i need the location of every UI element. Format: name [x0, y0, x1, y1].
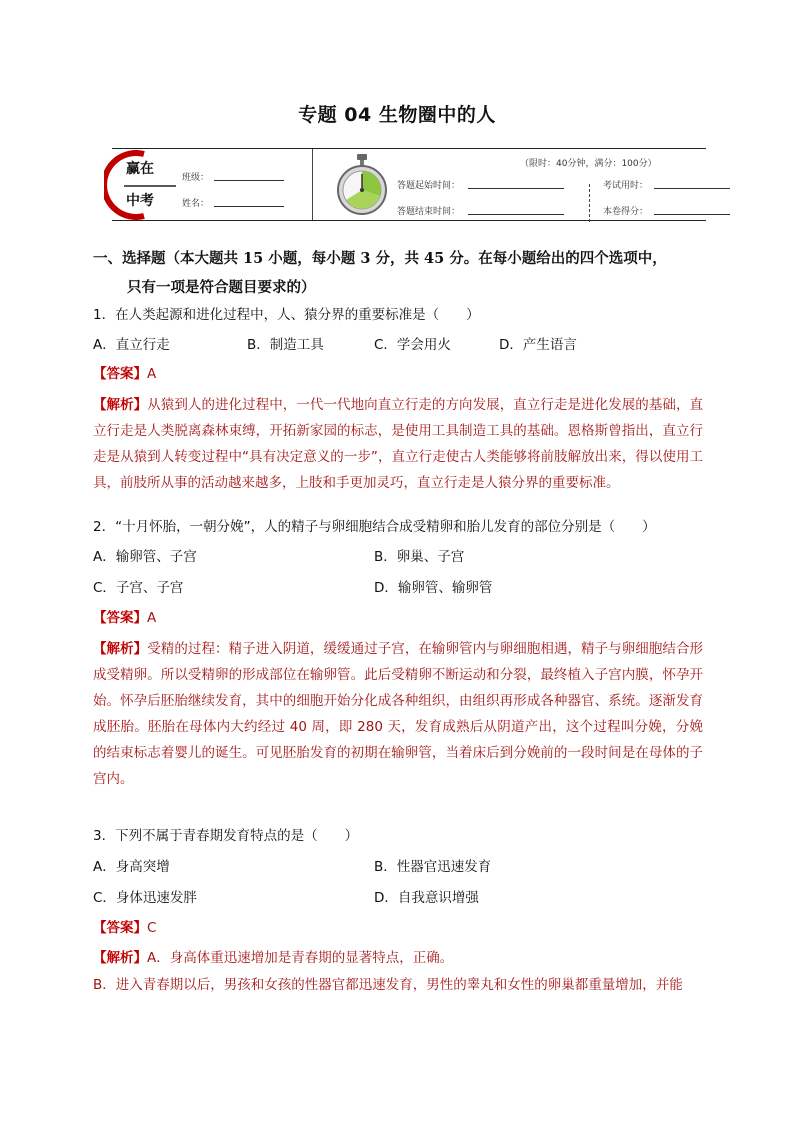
used-time-field[interactable] [654, 188, 730, 189]
divider [112, 220, 706, 221]
answer-tag: 【答案】 [93, 610, 147, 626]
analysis-text: 从猿到人的进化过程中，一代一代地向直立行走的方向发展，直立行走是进化发展的基础，直立行走是人类脱离森林束缚，开拓新家园的标志，是使用工具制造工具的基础。恩格斯曾指出，直立行走是从猿到人转变过程中“具有决定意义的一步”，直立行走使古人类能够将前肢解放出来，得以使用工具，前肢所从事的活动越来越多，上肢和手更加灵巧，直立行走是人猿分界的重要标准。 [93, 397, 704, 491]
option-a: A．输卵管、子宫 [93, 549, 197, 565]
option-b: B．性器官迅速发育 [374, 859, 492, 875]
analysis-text: B．进入青春期以后，男孩和女孩的性器官都迅速发育，男性的睾丸和女性的卵巢都重量增加，并能 [93, 977, 683, 993]
question-stem: 3．下列不属于青春期发育特点的是（ ） [93, 828, 359, 844]
option-b: B．卵巢、子宫 [374, 549, 465, 565]
analysis-tag: 【解析】 [93, 950, 147, 966]
logo-text-bottom: 中考 [126, 193, 154, 209]
option-d: D．输卵管、输卵管 [374, 580, 493, 596]
end-time-field[interactable] [468, 214, 564, 215]
divider [312, 149, 313, 220]
divider [589, 184, 590, 222]
answer-tag: 【答案】 [93, 920, 147, 936]
score-label: 本卷得分： [603, 207, 649, 217]
question-stem: 2．“十月怀胎，一朝分娩”，人的精子与卵细胞结合成受精卵和胎儿发育的部位分别是（ ） [93, 519, 656, 535]
time-limit: （限时：40分钟，满分：100分） [520, 159, 657, 169]
name-label: 姓名： [182, 199, 210, 209]
option-d: D．产生语言 [499, 337, 577, 353]
analysis-line [93, 946, 453, 966]
section-heading: 一、选择题（本大题共 15 小题，每小题 3 分，共 45 分。在每小题给出的四个选项中， [93, 250, 667, 267]
analysis-paragraph [93, 392, 703, 496]
answer-line [93, 362, 156, 382]
option-c: C．学会用火 [374, 337, 451, 353]
logo-text-top: 赢在 [126, 161, 154, 177]
option-b: B．制造工具 [247, 337, 324, 353]
score-field[interactable] [654, 214, 730, 215]
used-time-label: 考试用时： [603, 181, 649, 191]
answer-value: A [147, 366, 157, 382]
class-label: 班级： [182, 173, 210, 183]
answer-line [93, 606, 156, 626]
analysis-paragraph [93, 636, 703, 792]
option-a: A．直立行走 [93, 337, 170, 353]
page-title: 专题 04 生物圈中的人 [298, 104, 496, 126]
section-heading-cont: 只有一项是符合题目要求的） [127, 279, 316, 296]
end-time-label: 答题结束时间： [397, 207, 461, 217]
answer-tag: 【答案】 [93, 366, 147, 382]
start-time-field[interactable] [468, 188, 564, 189]
option-d: D．自我意识增强 [374, 890, 479, 906]
analysis-tag: 【解析】 [93, 641, 148, 657]
question-stem: 1．在人类起源和进化过程中，人、猿分界的重要标准是（ ） [93, 307, 480, 323]
analysis-line [93, 972, 703, 998]
option-c: C．身体迅速发胖 [93, 890, 197, 906]
analysis-text: A．身高体重迅速增加是青春期的显著特点，正确。 [147, 950, 454, 966]
answer-line [93, 916, 156, 936]
answer-value: C [147, 920, 157, 936]
option-c: C．子宫、子宫 [93, 580, 184, 596]
header-banner [100, 140, 706, 226]
start-time-label: 答题起始时间： [397, 181, 461, 191]
name-field[interactable] [214, 206, 284, 207]
analysis-tag: 【解析】 [93, 397, 148, 413]
answer-value: A [147, 610, 157, 626]
option-a: A．身高突增 [93, 859, 170, 875]
analysis-text: 受精的过程：精子进入阴道，缓缓通过子宫，在输卵管内与卵细胞相遇，精子与卵细胞结合形成受精卵。所以受精卵的形成部位在输卵管。此后受精卵不断运动和分裂，最终植入子宫内膜，怀孕开始。怀孕后胚胎继续发育，其中的细胞开始分化成各种组织，由组织再形成各种器官、系统。逐渐发育成胚胎。胚胎在母体内大约经过 40 周，即 280 天，发育成熟后从阴道产出，这个过程叫分娩，分娩的结束标志着婴儿的诞生。可见胚胎发育的初期在输卵管，当着床后到分娩前的一段时间是在母体的子宫内。 [93, 641, 704, 787]
class-field[interactable] [214, 180, 284, 181]
divider [112, 148, 706, 149]
stopwatch-icon [336, 152, 388, 216]
